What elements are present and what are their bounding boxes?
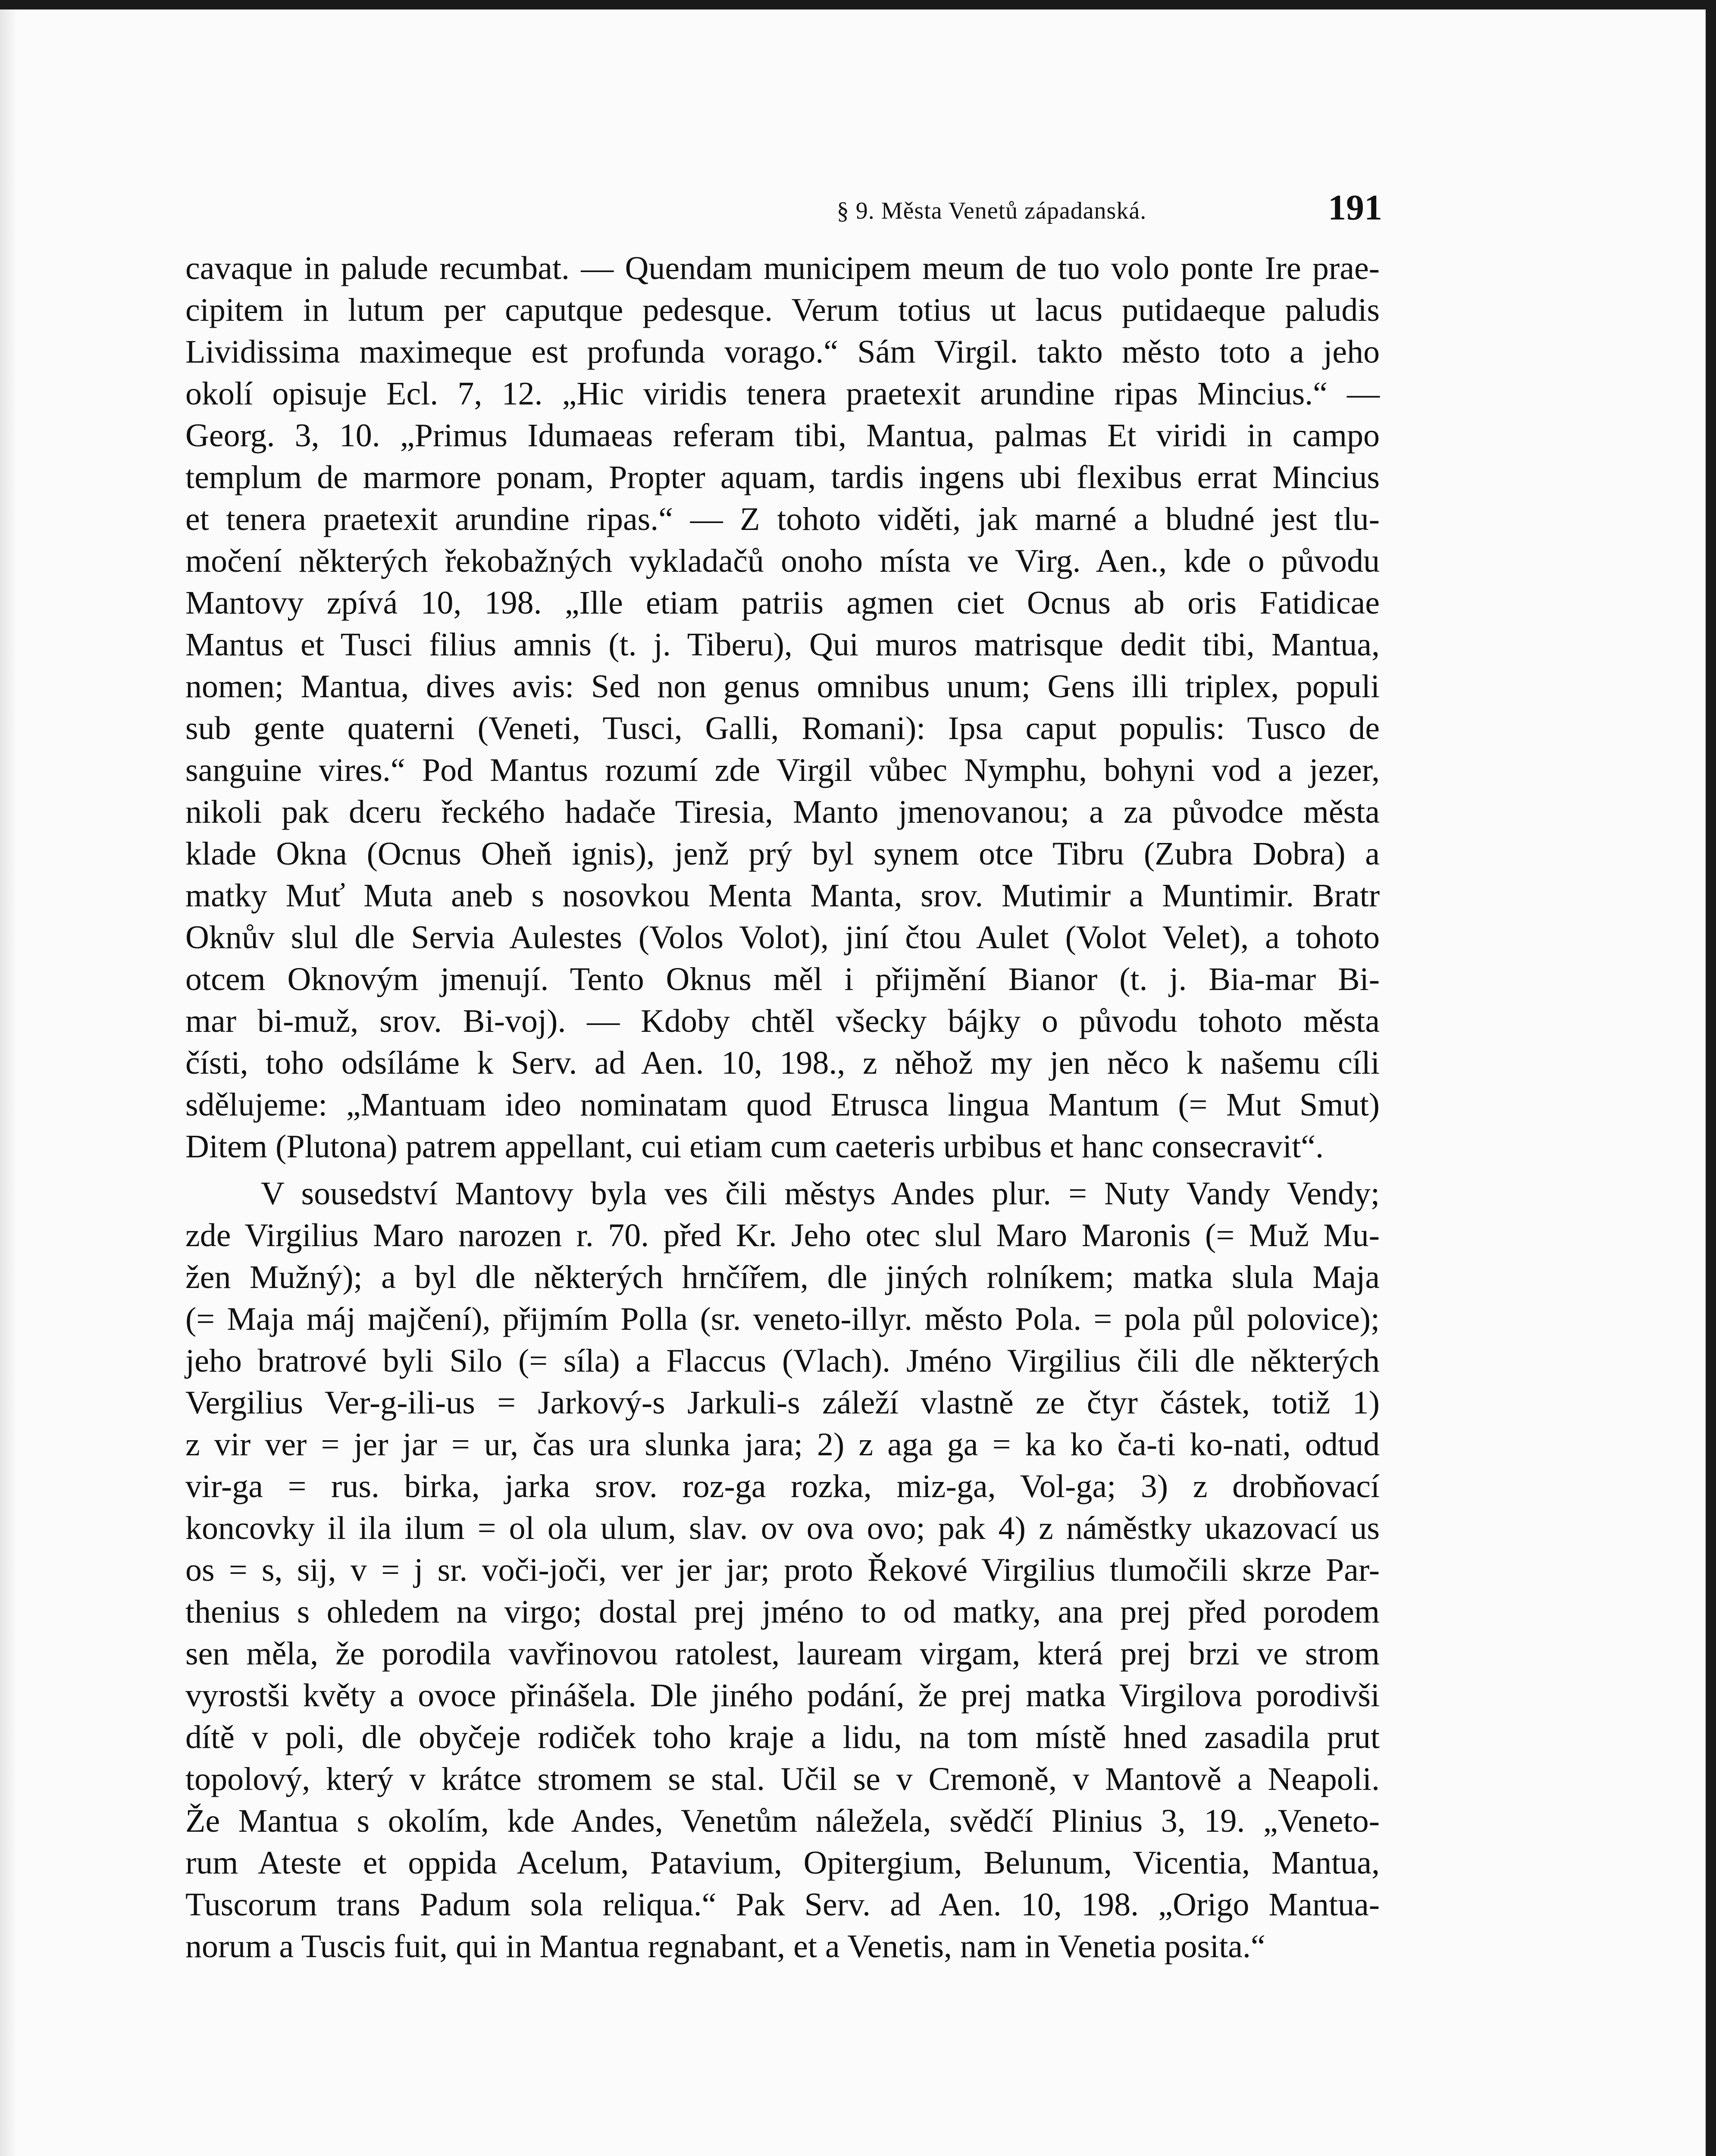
text-line: otcem Oknovým jmenují. Tento Oknus měl i přijmění Bianor (t. j. Bia-mar Bi-: [185, 961, 1380, 997]
text-line: Že Mantua s okolím, kde Andes, Venetům náležela, svědčí Plinius 3, 19. „Veneto-: [185, 1803, 1380, 1839]
text-line: templum de marmore ponam, Propter aquam, tardis ingens ubi flexibus errat Mincius: [185, 459, 1380, 495]
text-line: sen měla, že porodila vavřinovou ratolest, lauream virgam, která prej brzi ve strom: [185, 1636, 1380, 1672]
text-line: koncovky il ila ilum = ol ola ulum, slav. ov ova ovo; pak 4) z náměstky ukazovací us: [185, 1510, 1380, 1546]
text-line: rum Ateste et oppida Acelum, Patavium, Opitergium, Belunum, Vicentia, Mantua,: [185, 1845, 1380, 1881]
text-line: klade Okna (Ocnus Oheň ignis), jenž prý byl synem otce Tibru (Zubra Dobra) a: [185, 836, 1380, 872]
text-line: nomen; Mantua, dives avis: Sed non genus omnibus unum; Gens illi triplex, populi: [185, 668, 1380, 705]
text-line: čísti, toho odsíláme k Serv. ad Aen. 10, 198., z něhož my jen něco k našemu cíli: [185, 1045, 1380, 1081]
text-line: vir-ga = rus. birka, jarka srov. roz-ga rozka, miz-ga, Vol-ga; 3) z drobňovací: [185, 1468, 1380, 1504]
text-line: Tuscorum trans Padum sola reliqua.“ Pak Serv. ad Aen. 10, 198. „Origo Mantua-: [185, 1887, 1380, 1923]
text-line: močení některých řekobažných vykladačů onoho místa ve Virg. Aen., kde o původu: [185, 543, 1380, 579]
page-number: 191: [1328, 188, 1382, 228]
text-line: vyrostši květy a ovoce přinášela. Dle jiného podání, že prej matka Virgilova porodivši: [185, 1677, 1380, 1714]
text-line: žen Mužný); a byl dle některých hrnčířem, dle jiných rolníkem; matka slula Maja: [185, 1259, 1380, 1295]
text-line: Ditem (Plutona) patrem appellant, cui etiam cum caeteris urbibus et hanc consecravit“.: [185, 1128, 1324, 1165]
text-line: Mantovy zpívá 10, 198. „Ille etiam patriis agmen ciet Ocnus ab oris Fatidicae: [185, 585, 1380, 621]
text-line: nikoli pak dceru řeckého hadače Tiresia, Manto jmenovanou; a za původce města: [185, 794, 1380, 830]
paragraph-first-line: V sousedství Mantovy byla ves čili městys Andes plur. = Nuty Vandy Vendy;: [261, 1175, 1380, 1212]
text-line: sub gente quaterni (Veneti, Tusci, Galli, Romani): Ipsa caput populis: Tusco de: [185, 710, 1380, 746]
text-line: norum a Tuscis fuit, qui in Mantua regnabant, et a Venetis, nam in Venetia posita.“: [185, 1928, 1265, 1965]
text-line: sdělujeme: „Mantuam ideo nominatam quod Etrusca lingua Mantum (= Mut Smut): [185, 1087, 1380, 1123]
text-line: topolový, který v krátce stromem se stal. Učil se v Cremoně, v Mantově a Neapoli.: [185, 1761, 1380, 1797]
running-header: § 9. Města Venetů západanská.: [836, 197, 1147, 224]
text-line: matky Muť Muta aneb s nosovkou Menta Manta, srov. Mutimir a Muntimir. Bratr: [185, 877, 1380, 914]
text-line: cipitem in lutum per caputque pedesque. Verum totius ut lacus putidaeque paludis: [185, 292, 1380, 328]
text-line: dítě v poli, dle obyčeje rodiček toho kraje a lidu, na tom místě hned zasadila prut: [185, 1719, 1380, 1755]
text-line: Oknův slul dle Servia Aulestes (Volos Volot), jiní čtou Aulet (Volot Velet), a tohoto: [185, 919, 1380, 956]
text-line: sanguine vires.“ Pod Mantus rozumí zde Virgil vůbec Nymphu, bohyni vod a jezer,: [185, 752, 1380, 788]
text-line: okolí opisuje Ecl. 7, 12. „Hic viridis tenera praetexit arundine ripas Mincius.“ —: [185, 376, 1380, 412]
text-line: cavaque in palude recumbat. — Quendam municipem meum de tuo volo ponte Ire prae-: [185, 250, 1380, 286]
text-line: zde Virgilius Maro narozen r. 70. před Kr. Jeho otec slul Maro Maronis (= Muž Mu-: [185, 1217, 1380, 1253]
text-line: Lividissima maximeque est profunda vorago.“ Sám Virgil. takto město toto a jeho: [185, 334, 1380, 370]
text-line: Georg. 3, 10. „Primus Idumaeas referam tibi, Mantua, palmas Et viridi in campo: [185, 417, 1380, 454]
text-line: z vir ver = jer jar = ur, čas ura slunka jara; 2) z aga ga = ka ko ča-ti ko-nati, odtud: [185, 1426, 1380, 1463]
text-line: (= Maja máj majčení), přijmím Polla (sr. veneto-illyr. město Pola. = pola půl polovice);: [185, 1301, 1380, 1337]
text-line: jeho bratrové byli Silo (= síla) a Flaccus (Vlach). Jméno Virgilius čili dle některých: [185, 1343, 1380, 1379]
text-line: Mantus et Tusci filius amnis (t. j. Tiberu), Qui muros matrisque dedit tibi, Mantua,: [185, 627, 1380, 663]
text-line: et tenera praetexit arundine ripas.“ — Z tohoto viděti, jak marné a bludné jest tlu-: [185, 501, 1380, 537]
body-text: [185, 248, 1380, 1968]
text-line: mar bi-muž, srov. Bi-voj). — Kdoby chtěl všecky bájky o původu tohoto města: [185, 1003, 1380, 1039]
text-line: Vergilius Ver-g-ili-us = Jarkový-s Jarkuli-s záleží vlastně ze čtyr částek, totiž 1): [185, 1385, 1380, 1421]
text-line: os = s, sij, v = j sr. voči-joči, ver jer jar; proto Řekové Virgilius tlumočili skrze Par-: [185, 1552, 1380, 1588]
text-line: thenius s ohledem na virgo; dostal prej jméno to od matky, ana prej před porodem: [185, 1594, 1380, 1630]
